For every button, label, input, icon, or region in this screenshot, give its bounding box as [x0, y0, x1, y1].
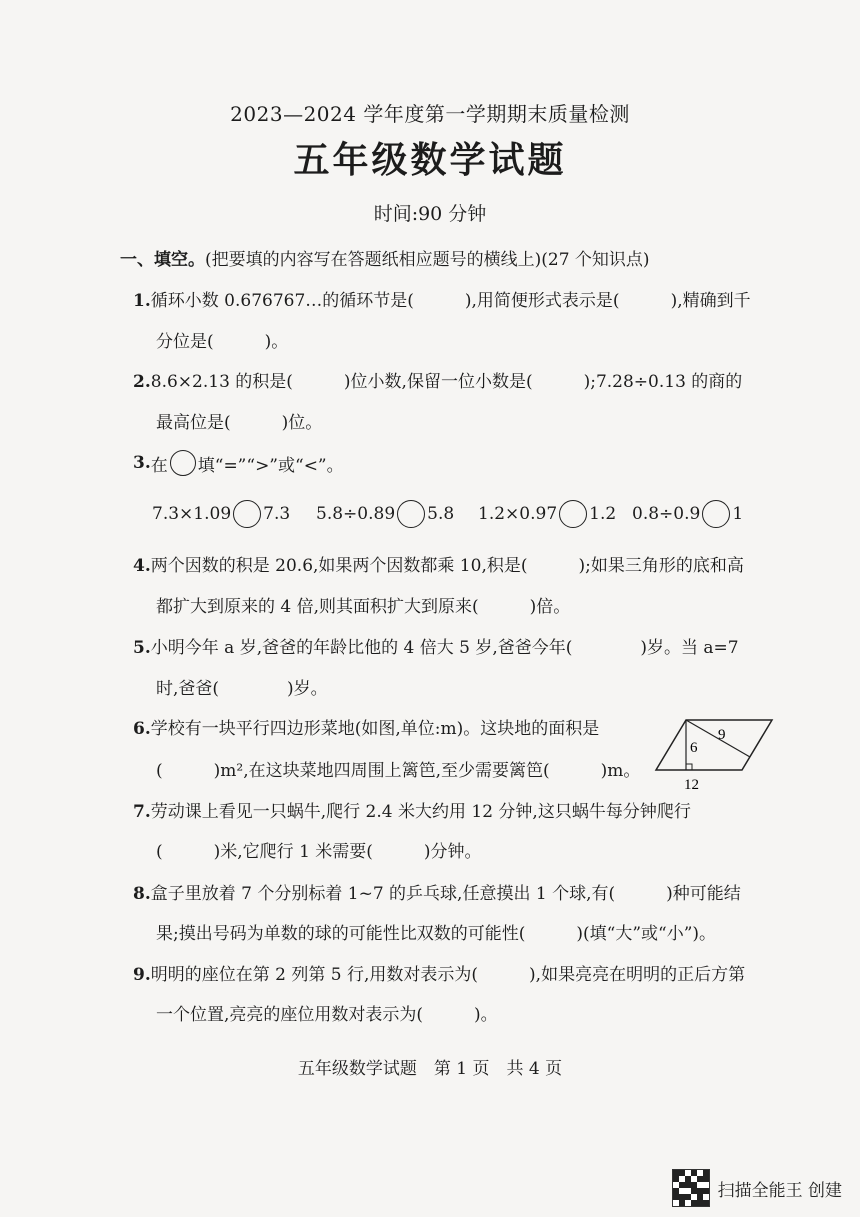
compare-left: 0.8÷0.9	[632, 504, 701, 524]
compare-left: 5.8÷0.89	[316, 504, 396, 524]
question-9-line1	[133, 960, 745, 985]
exam-title: 五年级数学试题	[293, 139, 567, 181]
question-text: 盒子里放着 7 个分别标着 1~7 的乒乓球,任意摸出 1 个球,有( )种可能结	[150, 884, 741, 904]
question-4-line2: 都扩大到原来的 4 倍,则其面积扩大到原来( )倍。	[156, 597, 571, 617]
question-number: 2.	[133, 372, 151, 392]
question-number: 5.	[133, 638, 151, 658]
question-text: 填“=”“>”或“<”。	[197, 455, 344, 476]
question-6-line2: ( )m²,在这块菜地四周围上篱笆,至少需要篱笆( )m。	[156, 761, 641, 781]
question-number: 8.	[133, 884, 151, 904]
exam-time: 时间:90 分钟	[373, 203, 487, 225]
question-text: 8.6×2.13 的积是( )位小数,保留一位小数是( );7.28÷0.13 的商的	[150, 372, 743, 392]
section-heading	[120, 245, 650, 270]
question-text: 学校有一块平行四边形菜地(如图,单位:m)。这块地的面积是	[150, 719, 600, 739]
question-text: 小明今年 a 岁,爸爸的年龄比他的 4 倍大 5 岁,爸爸今年( )岁。当 a=7	[150, 638, 739, 658]
page-footer: 五年级数学试题 第 1 页 共 4 页	[297, 1059, 563, 1079]
question-3-line1	[133, 450, 344, 476]
question-text: 劳动课上看见一只蜗牛,爬行 2.4 米大约用 12 分钟,这只蜗牛每分钟爬行	[150, 802, 691, 822]
question-text: 在	[150, 455, 168, 476]
answer-circle[interactable]	[233, 500, 261, 528]
question-text: 两个因数的积是 20.6,如果两个因数都乘 10,积是( );如果三角形的底和高	[150, 556, 744, 576]
parallelogram-shape	[656, 720, 772, 770]
answer-circle[interactable]	[397, 500, 425, 528]
compare-item-3	[478, 500, 616, 528]
question-8-line2: 果;摸出号码为单数的球的可能性比双数的可能性( )(填“大”或“小”)。	[156, 924, 717, 944]
compare-right: 1.2	[589, 504, 617, 524]
section-label: 一、填空。	[120, 250, 205, 270]
question-number: 1.	[133, 291, 151, 311]
question-6-line1	[133, 714, 599, 739]
question-2-line2: 最高位是( )位。	[156, 413, 323, 433]
question-number: 3.	[133, 453, 151, 473]
compare-item-4	[632, 500, 743, 528]
height-label: 6	[690, 740, 698, 756]
question-9-line2: 一个位置,亮亮的座位用数对表示为( )。	[156, 1005, 498, 1025]
compare-left: 7.3×1.09	[152, 504, 232, 524]
question-text: 明明的座位在第 2 列第 5 行,用数对表示为( ),如果亮亮在明明的正后方第	[150, 965, 746, 985]
badge-text: 扫描全能王 创建	[717, 1180, 842, 1201]
exam-subtitle: 2023—2024 学年度第一学期期末质量检测	[230, 102, 630, 126]
question-7-line1	[133, 797, 691, 822]
question-text: 循环小数 0.676767…的循环节是( ),用简便形式表示是( ),精确到千	[150, 291, 751, 311]
question-number: 7.	[133, 802, 151, 822]
question-number: 4.	[133, 556, 151, 576]
question-number: 9.	[133, 965, 151, 985]
side-label: 9	[718, 727, 726, 743]
qr-code-icon	[672, 1169, 710, 1207]
question-5-line1	[133, 633, 739, 658]
question-2-line1	[133, 367, 742, 392]
question-8-line1	[133, 879, 741, 904]
answer-circle[interactable]	[702, 500, 730, 528]
compare-left: 1.2×0.97	[478, 504, 558, 524]
question-4-line1	[133, 551, 744, 576]
parallelogram-figure	[654, 712, 776, 796]
answer-circle[interactable]	[559, 500, 587, 528]
question-7-line2: ( )米,它爬行 1 米需要( )分钟。	[156, 842, 482, 862]
compare-right: 1	[732, 504, 744, 524]
question-1-line2: 分位是( )。	[156, 332, 289, 352]
section-instruction: (把要填的内容写在答题纸相应题号的横线上)(27 个知识点)	[205, 250, 650, 270]
compare-item-2	[316, 500, 454, 528]
question-number: 6.	[133, 719, 151, 739]
right-angle-mark	[686, 764, 692, 770]
compare-right: 5.8	[427, 504, 455, 524]
compare-item-1	[152, 500, 290, 528]
question-1-line1	[133, 286, 751, 311]
compare-right: 7.3	[263, 504, 291, 524]
base-label: 12	[684, 777, 699, 793]
compare-circle-icon	[170, 450, 196, 476]
scanner-badge	[672, 1169, 842, 1207]
question-5-line2: 时,爸爸( )岁。	[156, 679, 328, 699]
